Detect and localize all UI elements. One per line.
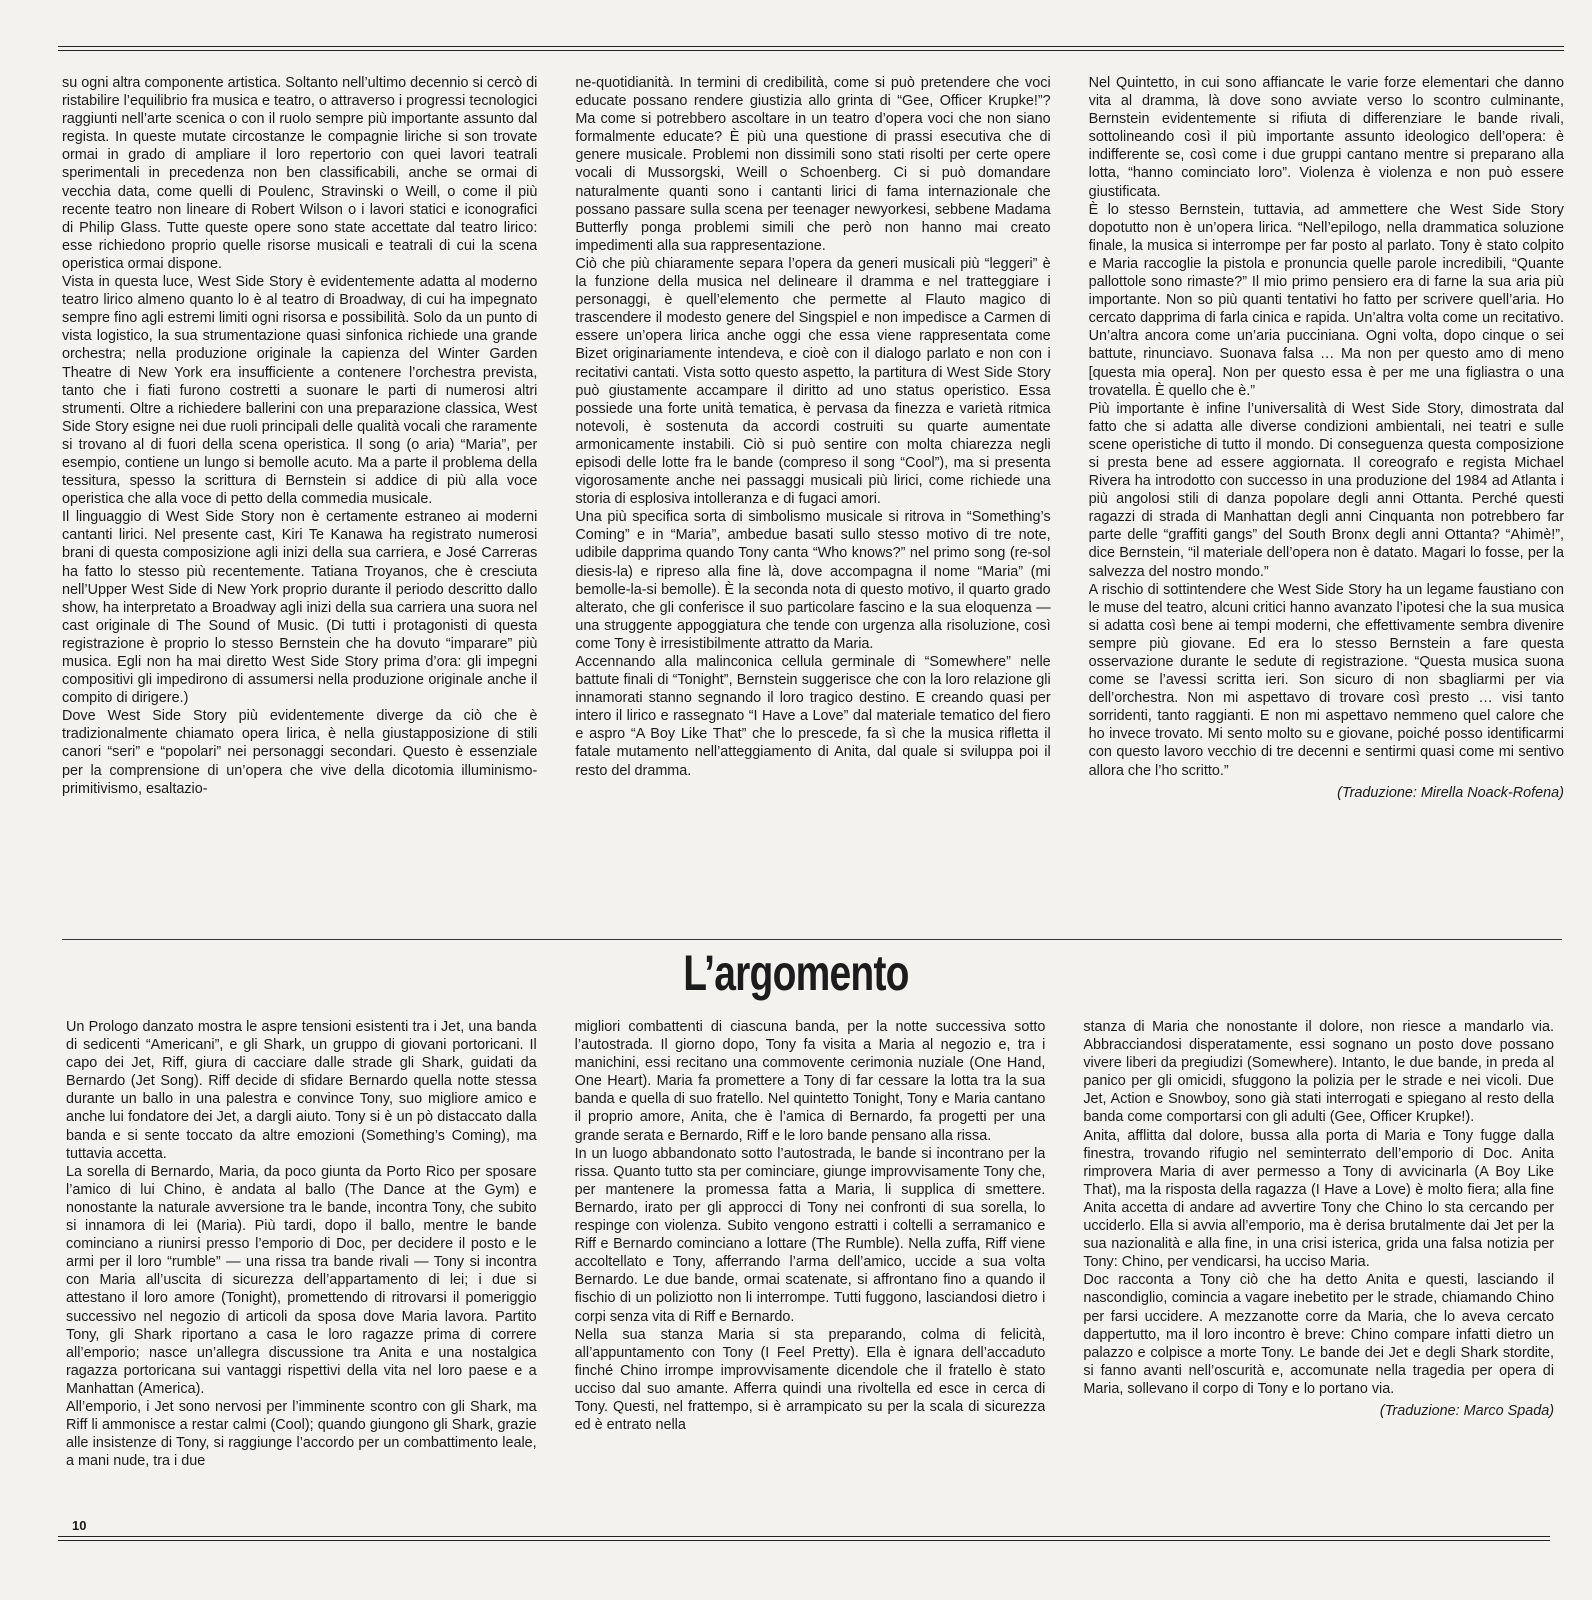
translator-credit: (Traduzione: Marco Spada) xyxy=(1379,1402,1555,1419)
paragraph: All’emporio, i Jet sono nervosi per l’imminente scontro con gli Shark, ma Riff li ammonisce a restar calmi (Cool); quando giungono gli Shark, grazie alle insistenze di Tony, si raggiunge l’accordo per un combattimento leale, a mani nude, tra i due xyxy=(66,1398,537,1470)
paragraph: Nel Quintetto, in cui sono affiancate le varie forze elementari che danno vita al dramma, là dove sono avviate verso lo scontro culminante, Bernstein evidentemente si rifiuta di differenziare le bande rivali, sottolineando così il più importante assunto ideologico dell’opera: è indifferente se, così come i due gruppi cantano mentre si preparano alla lotta, “hanno cominciato loro”. Violenza è violenza e non può essere giustificata. xyxy=(1088,75,1564,200)
paragraph: Un Prologo danzato mostra le aspre tensioni esistenti tra i Jet, una banda di sedicenti “Americani”, e gli Shark, un gruppo di giovani portoricani. Il capo dei Jet, Riff, giura di cacciare dalle strade gli Shark, guidati da Bernardo (Jet Song). Riff decide di sfidare Bernardo quella notte stessa durante un ballo in una palestra e convince Tony, suo migliore amico e anche lui fondatore dei Jet, a dargli aiuto. Tony si è un pò distaccato dalla banda e si sente toccato da altre emozioni (Something’s Coming), ma tuttavia accetta. xyxy=(66,1019,537,1162)
paragraph: Una più specifica sorta di simbolismo musicale si ritrova in “Something’s Coming” e in “Maria”, ambedue basati sullo stesso motivo di tre note, udibile dapprima quando Tony canta “Who knows?” nel primo song (re-sol diesis-la) e ripreso alla fine là, dove accompagna il nome “Maria” (mi bemolle-la-si bemolle). È la seconda nota di questo motivo, il quarto grado alterato, che gli conferisce il suo particolare fascino e la sua eloquenza — una struggente appoggiatura che tende con urgenza alla risoluzione, così come Tony è irresistibilmente attratto da Maria. xyxy=(575,509,1051,652)
synopsis-column-1 xyxy=(66,1018,537,1496)
paragraph: La sorella di Bernardo, Maria, da poco giunta da Porto Rico per sposare l’amico di lui Chino, è andata al ballo (The Dance at the Gym) e nonostante la naturale avversione tra le bande, incontra Tony, che subito si innamora di lei (Maria). Più tardi, dopo il ballo, mentre le bande cominciano a riunirsi presso l’emporio di Doc, per decidere il posto e le armi per il loro “rumble” — una rissa tra bande rivali — Tony si incontra con Maria all’uscita di sicurezza dell’appartamento di lei; i due si attestano il loro amore (Tonight), promettendo di ritrovarsi il pomeriggio successivo nel negozio di articoli da sposa dove Maria lavora. Partito Tony, gli Shark riportano a casa le loro ragazze prima di correre all’emporio; nasce un’allegra discussione tra Anita e una nostalgica ragazza portoricana sui vantaggi rispettivi della vita nel loro paese e a Manhattan (America). xyxy=(66,1163,537,1397)
paragraph: In un luogo abbandonato sotto l’autostrada, le bande si incontrano per la rissa. Quanto tutto sta per cominciare, giunge improvvisamente Tony che, per mantenere la promessa fatta a Maria, li supplica di smettere. Bernardo, irato per gli approcci di Tony nei confronti di sua sorella, lo respinge con violenza. Subito vengono estratti i coltelli a serramanico e Riff e Bernardo cominciano a lottare (The Rumble). Nella zuffa, Riff viene accoltellato e Tony, afferrando l’arma dell’amico, uccide a sua volta Bernardo. Le due bande, ormai scatenate, si affrontano fino a quando il fischio di un poliziotto non li interrompe. Tutti fuggono, lasciandosi dietro i corpi senza vita di Riff e Bernardo. xyxy=(574,1145,1046,1325)
synopsis-column-3 xyxy=(1083,1018,1554,1496)
synopsis-columns xyxy=(66,1018,1554,1496)
section-title: L’argomento xyxy=(683,945,909,1001)
paragraph: È lo stesso Bernstein, tuttavia, ad ammettere che West Side Story dopotutto non è un’opera lirica. “Nell’epilogo, nella drammatica soluzione finale, la musica si interrompe per far posto al parlato. Tony è stato colpito e Maria raccoglie la pistola e pronuncia quelle parole incredibili, “Quante pallottole sono rimaste?” Il mio primo pensiero era di farne la sua aria più importante. Non so più quanti tentativi ho fatto per scrivere quell’aria. Ho cercato dapprima di farla cinica e rapida. Un’altra volta come un recitativo. Un’altra ancora come un’aria pucciniana. Ogni volta, dopo cinque o sei battute, rinunciavo. Suonava falsa … Ma non per questo amo di meno [questa mia opera]. Non per questo essa è per me una figliastra o una trovatella. È quello che è.” xyxy=(1088,201,1564,399)
paragraph: Ciò che più chiaramente separa l’opera da generi musicali più “leggeri” è la funzione della musica nel delineare il dramma e nel tratteggiare i personaggi, è quell’elemento che permette al Flauto magico di trascendere il modesto genere del Singspiel e non impedisce a Carmen di essere un’opera lirica anche oggi che essa viene rappresentata come Bizet originariamente intendeva, e cioè con il dialogo parlato e non con i recitativi cantati. Vista sotto questo aspetto, la partitura di West Side Story può giustamente accampare il diritto ad uno status operistico. Essa possiede una forte unità tematica, è pervasa da finezza e varietà ritmica notevoli, è sostenuta da accordi costruiti su quarte aumentate armonicamente instabili. Ciò si può sentire con molta chiarezza negli episodi delle lotte fra le bande (compreso il song “Cool”), ma si presenta vigorosamente anche nei passaggi musicali più lirici, come richiede una storia di esplosiva intolleranza e di fugaci amori. xyxy=(575,255,1051,508)
paragraph: A rischio di sottintendere che West Side Story ha un legame faustiano con le muse del teatro, alcuni critici hanno avanzato l’ipotesi che la sua musica si adatta così bene ai tempi moderni, che effettivamente sembra divenire sempre più giovane. Ed era lo stesso Bernstein a fare questa osservazione durante le sedute di registrazione. “Questa musica suona come se l’avessi scritta ieri. Son sicuro di non sbagliarmi per via dell’orchestra. Non mi aspettavo di trovare così presto … visi tanto sorridenti, tanto raggianti. E non mi aspettavo nemmeno quel calore che ho invece trovato. Mi sento molto su e giovane, poiché posso identificarmi con questo lavoro vecchio di tre decenni e sentirmi quasi come mi sentivo allora che l’ho scritto.” xyxy=(1088,581,1564,779)
paragraph: Vista in questa luce, West Side Story è evidentemente adatta al moderno teatro lirico almeno quanto lo è al teatro di Broadway, di cui ha impegnato sempre fino agli estremi limiti ogni risorsa e possibilità. Solo da un punto di vista logistico, la sua strumentazione quasi sinfonica richiede una grande orchestra; nella produzione originale la capienza del Winter Garden Theatre di New York era insufficiente a contenere l’orchestra prevista, tanto che i fiati furono costretti a suonare le parti di numerosi altri strumenti. Oltre a richiedere ballerini con una preparazione classica, West Side Story esigne nei due ruoli principali delle qualità vocali che raramente si trovano al di fuori della scena operistica. Il song (o aria) “Maria”, per esempio, contiene un lungo si bemolle acuto. Ma a parte il problema della tessitura, spesso la scrittura di Bernstein si addice di più alla voce operistica che alla voce di petto della commedia musicale. xyxy=(62,274,538,508)
paragraph: Dove West Side Story più evidentemente diverge da ciò che è tradizionalmente chiamato opera lirica, è nella giustapposizione di stili canori “seri” e “popolari” nei personaggi secondari. Questo è essenziale per la comprensione di un’opera che vive della dicotomia illuminismo-primitivismo, esaltazio- xyxy=(62,708,538,797)
synopsis-column-2 xyxy=(575,1018,1046,1496)
paragraph: Accennando alla malinconica cellula germinale di “Somewhere” nelle battute finali di “Tonight”, Bernstein suggerisce che con la loro relazione gli innamorati stanno segnando il loro tragico destino. E creando quasi per intero il lirico e rassegnato “I Have a Love” dal materiale tematico del fiero e aspro “A Boy Like That” che lo prescede, fa sì che la musica rifletta il fatale mutamento nell’atteggiamento di Anita, dal quale si sviluppa poi il resto del dramma. xyxy=(575,654,1051,779)
page-number: 10 xyxy=(72,1518,87,1533)
paragraph: stanza di Maria che nonostante il dolore, non riesce a mandarlo via. Abbracciandosi disperatamente, essi sognano un posto dove possano vivere liberi da pregiudizi (Somewhere). Intanto, le due bande, in preda al panico per gli omicidi, sfuggono la polizia per le strade e nei vicoli. Due Jet, Action e Snowboy, sono già stati interrogati e spiegano al resto della banda come comportarsi con gli adulti (Gee, Officer Krupke!). xyxy=(1083,1019,1555,1126)
paragraph: Anita, afflitta dal dolore, bussa alla porta di Maria e Tony fugge dalla finestra, trovando rifugio nel seminterrato dell’emporio di Doc. Anita rimprovera Maria di aver permesso a Tony di avvicinarla (A Boy Like That), ma la risposta della ragazza (I Have a Love) è molto fiera; alla fine Anita accetta di andare ad avvertire Tony che Chino lo sta cercando per ucciderlo. Ella si avvia all’emporio, ma è derisa brutalmente dai Jet per la sua nazionalità e alla fine, in una crisi isterica, grida una falsa notizia per Tony: Chino, per vendicarsi, ha ucciso Maria. xyxy=(1083,1127,1555,1271)
translator-credit: (Traduzione: Mirella Noack-Rofena) xyxy=(1337,784,1564,801)
paragraph: Nella sua stanza Maria si sta preparando, colma di felicità, all’appuntamento con Tony (I Feel Pretty). Ella è ignara dell’accaduto finché Chino irrompe improvvisamente dicendole che il fratello è stato ucciso dal suo amante. Afferra quindi una rivoltella ed esce in cerca di Tony. Questi, nel frattempo, si è arrampicato su per la scala di sicurezza ed è entrato nella xyxy=(574,1326,1046,1434)
essay-column-1 xyxy=(62,74,537,930)
top-double-rule xyxy=(58,46,1564,51)
essay-column-3 xyxy=(1089,74,1564,930)
paragraph: Il linguaggio di West Side Story non è certamente estraneo ai moderni cantanti lirici. Nel presente cast, Kiri Te Kanawa ha registrato numerosi brani di questa composizione agli inizi della sua carriera, e José Carreras ha fatto lo stesso più recentemente. Tatiana Troyanos, che è cresciuta nell’Upper West Side di New York proprio durante il periodo descritto dallo show, ha interpretato a Broadway agli inizi della sua carriera una suora nel cast originale di The Sound of Music. (Di tutti i protagonisti di questa registrazione è proprio lo stesso Bernstein che ha dovuto “imparare” più musica. Egli non ha mai diretto West Side Story prima d’ora: gli impegni compositivi gli impedirono di assumersi nella produzione originale anche il compito di dirigere.) xyxy=(62,509,538,707)
essay-column-2 xyxy=(575,74,1050,930)
paragraph: Doc racconta a Tony ciò che ha detto Anita e questi, lasciando il nascondiglio, comincia a vagare inebetito per le strade, chiamando Chino per farsi uccidere. A mezzanotte corre da Maria, che lo aveva cercato dappertutto, ma il loro incontro è breve: Chino compare infatti dietro un palazzo e colpisce a morte Tony. Le bande dei Jet e degli Shark stordite, si fanno avanti nell’oscurità e, accomunate nella tragedia per opera di Maria, sollevano il corpo di Tony e lo portano via. xyxy=(1083,1272,1555,1397)
paragraph: Più importante è infine l’universalità di West Side Story, dimostrata dal fatto che si adatta alle diverse condizioni ambientali, nei teatri e sulle scene operistiche di tutto il mondo. Di conseguenza questa composizione si presta bene ad essere aggiornata. Il coreografo e regista Michael Rivera ha introdotto con successo in una produzione del 1984 ad Atlanta i più angolosi stili di danza popolare degli anni Ottanta. Perché questi ragazzi di strada di Manhattan degli anni Cinquanta non potrebbero far parte delle “graffiti gangs” del South Bronx degli anni Ottanta? “Ahimè!”, dice Bernstein, “il materiale dell’opera non è datato. Magari lo fosse, per la salvezza del nostro mondo.” xyxy=(1088,400,1564,580)
section-divider xyxy=(62,939,1562,940)
bottom-double-rule xyxy=(58,1536,1550,1541)
paragraph: ne-quotidianità. In termini di credibilità, come si può pretendere che voci educate possano rendere giustizia allo grinta di “Gee, Officer Krupke!”? Ma come si potrebbero ascoltare in un teatro d’opera voci che non siano formalmente educate? È più una questione di prassi esecutiva che di genere musicale. Problemi non dissimili sono stati risolti per certe opere vocali di Mussorgski, Weill o Schoenberg. Ci si può domandare naturalmente quanti sono i cantanti lirici di fama internazionale che possano passare sulla scena per teenager newyorkesi, sebbene Madama Butterfly ponga problemi simili che però non hanno mai creato impedimenti alla sua rappresentazione. xyxy=(575,75,1051,254)
paragraph: migliori combattenti di ciascuna banda, per la notte successiva sotto l’autostrada. Il giorno dopo, Tony fa visita a Maria al negozio e, tra i manichini, essi recitano una commovente cerimonia nuziale (One Hand, One Heart). Maria fa promettere a Tony di far cessare la lotta tra la sua banda e quella di suo fratello. Nel quintetto Tonight, Tony e Maria cantano il proprio amore, Anita, che è l’amica di Bernardo, fa progetti per una grande serata e Bernardo, Riff e le loro bande pensano alla rissa. xyxy=(574,1019,1046,1144)
essay-columns xyxy=(62,74,1564,930)
paragraph: su ogni altra componente artistica. Soltanto nell’ultimo decennio si cercò di ristabilire l’equilibrio fra musica e teatro, o attraverso i progressi tecnologici raggiunti nell’arte scenica o con il ruolo sempre più importante assunto dal regista. In queste mutate circostanze le compagnie liriche si son trovate ormai in grado di ampliare il loro repertorio con quei lavori teatrali sperimentali in precedenza non ben classificabili, anche se ormai di vecchia data, come quelli di Poulenc, Stravinski o Weill, o come il più recente teatro non lineare di Robert Wilson o i lavori statici e iconografici di Philip Glass. Tutte queste opere sono state accettate dal teatro lirico: esse richiedono proprio quelle risorse musicali e teatrali di cui la scena operistica ormai dispone. xyxy=(62,75,538,272)
